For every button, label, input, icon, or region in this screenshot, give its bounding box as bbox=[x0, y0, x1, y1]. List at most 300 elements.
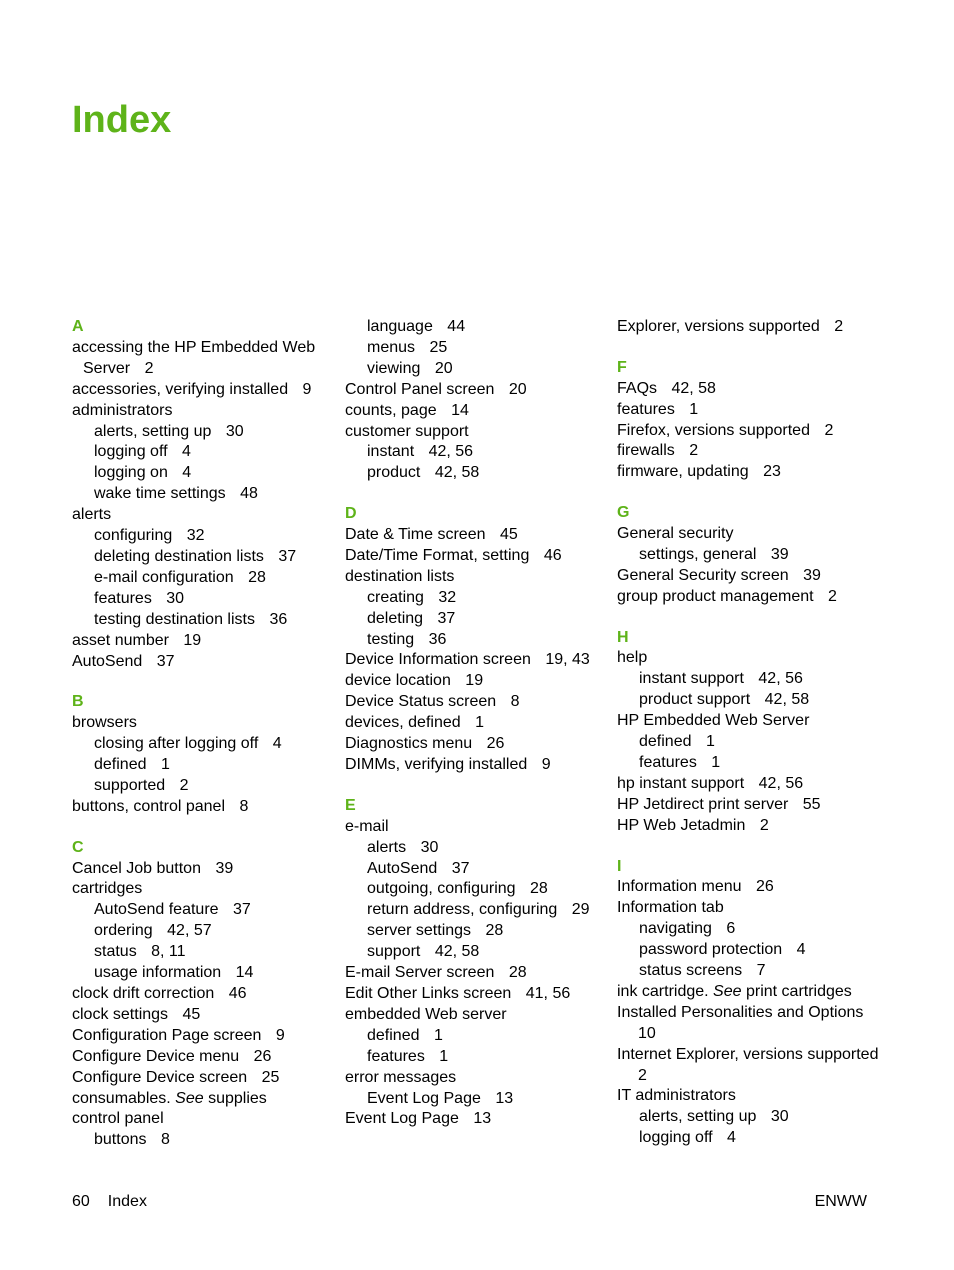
index-term: Cancel Job button bbox=[72, 859, 201, 877]
page-reference: 1 bbox=[705, 733, 715, 751]
index-entry bbox=[617, 524, 887, 545]
index-entry bbox=[345, 984, 607, 1005]
index-letter-heading: H bbox=[617, 628, 629, 646]
index-term: e-mail bbox=[345, 817, 389, 835]
page-reference: 39 bbox=[770, 545, 789, 563]
index-subentry bbox=[72, 589, 334, 610]
index-entry bbox=[72, 879, 334, 900]
page-reference: 14 bbox=[451, 401, 469, 419]
index-entry bbox=[345, 713, 607, 734]
page-reference: 1 bbox=[475, 714, 484, 732]
index-entry bbox=[72, 1026, 334, 1047]
index-subentry bbox=[72, 734, 334, 755]
index-entry bbox=[72, 984, 334, 1005]
index-term: configuring bbox=[94, 527, 173, 545]
page-reference: 2 bbox=[689, 442, 699, 460]
index-entry bbox=[72, 797, 334, 818]
index-subentry bbox=[345, 942, 607, 963]
page-reference: 4 bbox=[182, 443, 191, 461]
index-entry bbox=[345, 546, 607, 567]
page-reference: 37 bbox=[451, 859, 470, 877]
index-term: E-mail Server screen bbox=[345, 964, 495, 982]
index-subentry bbox=[72, 442, 334, 463]
index-term: deleting destination lists bbox=[94, 547, 264, 565]
index-subentry bbox=[72, 422, 334, 443]
index-column-1 bbox=[72, 317, 334, 1151]
index-term: Control Panel screen bbox=[345, 380, 495, 398]
index-entry bbox=[72, 338, 334, 380]
index-term: control panel bbox=[72, 1110, 164, 1128]
page-reference: 2 bbox=[638, 1066, 647, 1084]
index-entry bbox=[72, 505, 334, 526]
index-entry bbox=[72, 713, 334, 734]
index-subentry bbox=[345, 1089, 607, 1110]
index-term: testing bbox=[367, 630, 415, 648]
index-entry bbox=[617, 648, 887, 669]
index-term: customer support bbox=[345, 422, 469, 440]
footer-section: Index bbox=[107, 1193, 147, 1210]
index-subentry bbox=[345, 317, 607, 338]
index-subentry bbox=[72, 755, 334, 776]
index-subentry bbox=[72, 484, 334, 505]
index-subentry bbox=[345, 1026, 607, 1047]
index-term: deleting bbox=[367, 609, 424, 627]
index-term: ordering bbox=[94, 922, 153, 940]
index-term: FAQs bbox=[617, 379, 658, 397]
index-term: Information menu bbox=[617, 878, 742, 896]
page-reference: 41, 56 bbox=[525, 984, 571, 1002]
index-column-2 bbox=[345, 317, 607, 1130]
index-entry bbox=[72, 1089, 334, 1110]
index-term: Device Status screen bbox=[345, 693, 497, 711]
index-subentry bbox=[345, 921, 607, 942]
index-letter-heading: A bbox=[72, 318, 84, 335]
page-reference: 4 bbox=[182, 464, 192, 482]
index-entry bbox=[345, 525, 607, 546]
page-reference: 48 bbox=[240, 485, 258, 503]
page-reference: 20 bbox=[508, 380, 527, 398]
index-term: password protection bbox=[639, 941, 783, 959]
index-subentry bbox=[72, 963, 334, 984]
index-entry bbox=[617, 898, 887, 919]
page-title: Index bbox=[72, 99, 172, 141]
page-reference: 19 bbox=[183, 631, 202, 649]
index-subentry bbox=[617, 1128, 887, 1149]
index-term: firewalls bbox=[617, 442, 675, 460]
index-subentry bbox=[72, 526, 334, 547]
page-reference: 8, 11 bbox=[151, 943, 186, 961]
index-entry bbox=[345, 401, 607, 422]
index-term: Configuration Page screen bbox=[72, 1026, 262, 1044]
page-reference: 28 bbox=[485, 922, 504, 940]
index-subentry bbox=[72, 1130, 334, 1151]
index-subentry bbox=[617, 690, 887, 711]
index-entry bbox=[72, 652, 334, 673]
index-entry bbox=[617, 1086, 887, 1107]
page-reference: 1 bbox=[689, 400, 699, 418]
page-reference: 25 bbox=[261, 1068, 280, 1086]
page-reference: 10 bbox=[638, 1024, 656, 1042]
page-reference: 37 bbox=[278, 547, 297, 565]
index-subentry bbox=[617, 753, 887, 774]
index-term: logging on bbox=[94, 464, 168, 482]
page-reference: 13 bbox=[495, 1089, 514, 1107]
index-term: usage information bbox=[94, 964, 222, 982]
index-term: features bbox=[617, 400, 675, 418]
page-reference: 46 bbox=[228, 984, 247, 1002]
index-term: navigating bbox=[639, 920, 712, 938]
index-subentry bbox=[72, 942, 334, 963]
index-term: Event Log Page bbox=[367, 1089, 481, 1107]
see-reference-target: print cartridges bbox=[745, 982, 852, 1000]
page-reference: 1 bbox=[160, 756, 170, 774]
index-term: status screens bbox=[639, 962, 743, 980]
index-letter-heading: B bbox=[72, 693, 84, 711]
page-reference: 20 bbox=[434, 359, 453, 377]
page-reference: 42, 56 bbox=[758, 670, 803, 688]
page-reference: 42, 56 bbox=[758, 774, 804, 792]
index-column-3 bbox=[617, 317, 887, 1149]
index-subentry bbox=[345, 630, 607, 651]
index-entry bbox=[72, 1047, 334, 1068]
page-reference: 19, 43 bbox=[545, 651, 590, 669]
index-term: Edit Other Links screen bbox=[345, 984, 512, 1002]
page-reference: 42, 58 bbox=[434, 943, 480, 961]
page-reference: 25 bbox=[429, 338, 448, 356]
page-reference: 39 bbox=[215, 859, 234, 877]
page-reference: 2 bbox=[144, 359, 154, 377]
index-entry bbox=[345, 692, 607, 713]
page-reference: 2 bbox=[828, 587, 837, 605]
index-entry bbox=[617, 982, 887, 1003]
index-term: status bbox=[94, 943, 137, 961]
index-term: AutoSend bbox=[72, 652, 143, 670]
index-subentry bbox=[72, 568, 334, 589]
index-term: Diagnostics menu bbox=[345, 735, 473, 753]
page-reference: 2 bbox=[759, 816, 769, 834]
index-subentry bbox=[72, 921, 334, 942]
index-term: destination lists bbox=[345, 567, 455, 585]
index-term: support bbox=[367, 943, 421, 961]
index-subentry bbox=[345, 609, 607, 630]
see-reference-label: See bbox=[175, 1089, 204, 1107]
index-entry bbox=[72, 1109, 334, 1130]
index-entry bbox=[617, 317, 887, 338]
page-reference: 19 bbox=[465, 672, 484, 690]
page-reference: 46 bbox=[543, 546, 562, 564]
index-term: return address, configuring bbox=[367, 901, 558, 919]
index-term: administrators bbox=[72, 401, 173, 419]
footer-left bbox=[72, 1192, 147, 1212]
index-term: HP Embedded Web Server bbox=[617, 712, 810, 730]
index-subentry bbox=[72, 776, 334, 797]
index-subentry bbox=[345, 859, 607, 880]
index-term: alerts bbox=[72, 506, 112, 524]
index-term: Device Information screen bbox=[345, 651, 531, 669]
index-term: features bbox=[94, 589, 152, 607]
index-entry bbox=[345, 817, 607, 838]
index-term: viewing bbox=[367, 359, 421, 377]
page-reference: 14 bbox=[235, 964, 254, 982]
index-term: browsers bbox=[72, 714, 137, 732]
index-entry bbox=[345, 1068, 607, 1089]
index-entry bbox=[345, 1109, 607, 1130]
index-term: consumables. bbox=[72, 1089, 171, 1107]
index-term: alerts, setting up bbox=[94, 422, 212, 440]
index-term: hp instant support bbox=[617, 774, 745, 792]
index-term: AutoSend bbox=[367, 859, 438, 877]
index-subentry bbox=[72, 547, 334, 568]
index-term: clock drift correction bbox=[72, 984, 215, 1002]
index-term: cartridges bbox=[72, 880, 143, 898]
index-term: Date & Time screen bbox=[345, 526, 486, 544]
page-reference: 42, 58 bbox=[764, 691, 810, 709]
page-reference: 37 bbox=[437, 609, 456, 627]
index-entry bbox=[72, 1068, 334, 1089]
index-entry bbox=[617, 711, 887, 732]
see-reference-target: supplies bbox=[208, 1089, 267, 1107]
index-entry bbox=[617, 587, 887, 608]
page-reference: 45 bbox=[499, 526, 518, 544]
index-entry bbox=[345, 1005, 607, 1026]
index-letter-heading: G bbox=[617, 504, 630, 522]
page-reference: 29 bbox=[571, 901, 590, 919]
index-term: General Security screen bbox=[617, 566, 789, 584]
page-reference: 28 bbox=[248, 568, 266, 586]
page-reference: 8 bbox=[160, 1131, 170, 1149]
index-subentry bbox=[617, 732, 887, 753]
index-term: Installed Personalities and Options bbox=[617, 1003, 864, 1021]
index-term: defined bbox=[94, 756, 147, 774]
index-subentry bbox=[72, 610, 334, 631]
page-reference: 8 bbox=[239, 797, 249, 815]
index-term: buttons bbox=[94, 1131, 147, 1149]
see-reference-label: See bbox=[713, 982, 742, 1000]
index-term: Information tab bbox=[617, 899, 724, 917]
page-reference: 44 bbox=[447, 318, 466, 335]
index-entry bbox=[345, 755, 607, 776]
page-reference: 37 bbox=[233, 901, 251, 919]
index-term: menus bbox=[367, 338, 416, 356]
index-term: group product management bbox=[617, 587, 814, 605]
page-reference: 55 bbox=[802, 795, 821, 813]
page-reference: 36 bbox=[428, 630, 447, 648]
index-term: Event Log Page bbox=[345, 1110, 459, 1128]
index-term: HP Jetdirect print server bbox=[617, 795, 789, 813]
index-entry bbox=[345, 422, 607, 443]
index-term: counts, page bbox=[345, 401, 437, 419]
index-entry bbox=[72, 1005, 334, 1026]
index-term: product support bbox=[639, 691, 751, 709]
index-term: alerts, setting up bbox=[639, 1108, 757, 1126]
index-term: devices, defined bbox=[345, 714, 461, 732]
page-reference: 23 bbox=[763, 463, 781, 481]
page-reference: 2 bbox=[179, 776, 189, 794]
index-term: HP Web Jetadmin bbox=[617, 816, 746, 834]
index-term: logging off bbox=[639, 1129, 713, 1147]
index-term: buttons, control panel bbox=[72, 797, 225, 815]
index-term: AutoSend feature bbox=[94, 901, 219, 919]
index-entry bbox=[617, 1003, 887, 1045]
page-reference: 4 bbox=[272, 735, 282, 753]
page-reference: 37 bbox=[156, 652, 175, 670]
page-reference: 30 bbox=[225, 422, 244, 440]
index-term: features bbox=[639, 753, 697, 771]
index-letter-heading: I bbox=[617, 857, 622, 875]
index-term: testing destination lists bbox=[94, 610, 255, 628]
index-term: supported bbox=[94, 776, 166, 794]
page-reference: 2 bbox=[824, 421, 834, 439]
index-subentry bbox=[617, 545, 887, 566]
index-subentry bbox=[345, 338, 607, 359]
index-subentry bbox=[345, 588, 607, 609]
index-term: language bbox=[367, 318, 433, 335]
index-entry bbox=[617, 774, 887, 795]
index-subentry bbox=[345, 1047, 607, 1068]
index-entry bbox=[72, 380, 334, 401]
index-subentry bbox=[617, 669, 887, 690]
page-reference: 45 bbox=[182, 1005, 201, 1023]
index-subentry bbox=[617, 1107, 887, 1128]
index-letter-heading: D bbox=[345, 505, 357, 523]
page-reference: 42, 56 bbox=[428, 443, 474, 461]
page-reference: 26 bbox=[486, 735, 505, 753]
index-term: creating bbox=[367, 588, 424, 606]
index-letter-heading: E bbox=[345, 796, 356, 814]
index-term: wake time settings bbox=[94, 485, 226, 503]
index-subentry bbox=[345, 900, 607, 921]
index-entry bbox=[345, 380, 607, 401]
page-reference: 1 bbox=[711, 753, 721, 771]
index-subentry bbox=[345, 879, 607, 900]
index-entry bbox=[345, 963, 607, 984]
index-term: defined bbox=[367, 1026, 420, 1044]
index-subentry bbox=[345, 463, 607, 484]
index-letter-heading: F bbox=[617, 358, 627, 376]
page-reference: 1 bbox=[439, 1047, 449, 1065]
index-subentry bbox=[617, 919, 887, 940]
index-entry bbox=[617, 795, 887, 816]
index-term: alerts bbox=[367, 838, 407, 856]
page-reference: 4 bbox=[796, 941, 806, 959]
page-reference: 30 bbox=[770, 1108, 789, 1126]
index-entry bbox=[617, 816, 887, 837]
index-subentry bbox=[72, 900, 334, 921]
index-term: e-mail configuration bbox=[94, 568, 234, 586]
index-entry bbox=[617, 400, 887, 421]
index-entry bbox=[617, 566, 887, 587]
index-subentry bbox=[72, 463, 334, 484]
index-term: closing after logging off bbox=[94, 735, 259, 753]
index-term: instant support bbox=[639, 670, 744, 688]
index-term: instant bbox=[367, 443, 415, 461]
index-entry bbox=[617, 441, 887, 462]
index-subentry bbox=[617, 961, 887, 982]
page-reference: 28 bbox=[530, 880, 548, 898]
page-reference: 28 bbox=[508, 964, 527, 982]
page-number: 60 bbox=[72, 1193, 90, 1210]
page-reference: 1 bbox=[433, 1026, 443, 1044]
index-entry bbox=[617, 1045, 887, 1087]
page-reference: 13 bbox=[473, 1110, 492, 1128]
page-reference: 8 bbox=[510, 693, 520, 711]
index-term: IT administrators bbox=[617, 1087, 736, 1105]
index-term: General security bbox=[617, 525, 734, 543]
page-reference: 4 bbox=[727, 1129, 736, 1147]
index-term: device location bbox=[345, 672, 451, 690]
index-term: features bbox=[367, 1047, 425, 1065]
page-reference: 42, 58 bbox=[434, 464, 480, 482]
index-term: Configure Device menu bbox=[72, 1047, 240, 1065]
index-term: Internet Explorer, versions supported bbox=[617, 1045, 879, 1063]
index-entry bbox=[617, 421, 887, 442]
index-entry bbox=[345, 650, 607, 671]
page-reference: 42, 58 bbox=[671, 379, 716, 397]
index-entry bbox=[72, 859, 334, 880]
index-subentry bbox=[345, 442, 607, 463]
index-term: settings, general bbox=[639, 545, 757, 563]
index-entry bbox=[617, 462, 887, 483]
index-term: asset number bbox=[72, 631, 169, 649]
index-term: DIMMs, verifying installed bbox=[345, 756, 528, 774]
page-reference: 32 bbox=[186, 527, 205, 545]
index-term: Configure Device screen bbox=[72, 1068, 248, 1086]
index-term: product bbox=[367, 464, 421, 482]
page-reference: 30 bbox=[166, 589, 185, 607]
index-entry bbox=[345, 567, 607, 588]
index-entry bbox=[345, 671, 607, 692]
index-term: defined bbox=[639, 733, 692, 751]
index-term: help bbox=[617, 649, 648, 667]
index-term: error messages bbox=[345, 1068, 457, 1086]
page-reference: 26 bbox=[755, 878, 774, 896]
page-reference: 9 bbox=[275, 1026, 285, 1044]
index-subentry bbox=[617, 940, 887, 961]
index-term: Firefox, versions supported bbox=[617, 421, 810, 439]
index-term: Date/Time Format, setting bbox=[345, 546, 530, 564]
index-term: accessories, verifying installed bbox=[72, 380, 289, 398]
index-term: accessing the HP Embedded Web Server bbox=[72, 338, 316, 377]
index-term: Explorer, versions supported bbox=[617, 318, 820, 335]
index-entry bbox=[617, 877, 887, 898]
page-reference: 36 bbox=[269, 610, 288, 628]
index-term: logging off bbox=[94, 443, 168, 461]
page-reference: 9 bbox=[541, 756, 551, 774]
page-reference: 9 bbox=[302, 380, 312, 398]
index-entry bbox=[72, 631, 334, 652]
index-subentry bbox=[345, 359, 607, 380]
footer-right: ENWW bbox=[814, 1193, 867, 1210]
index-entry bbox=[72, 401, 334, 422]
page-reference: 7 bbox=[756, 962, 766, 980]
page-reference: 26 bbox=[253, 1047, 272, 1065]
index-term: firmware, updating bbox=[617, 463, 749, 481]
page-reference: 42, 57 bbox=[167, 922, 212, 940]
page-reference: 32 bbox=[438, 588, 457, 606]
page-reference: 6 bbox=[726, 920, 736, 938]
index-term: ink cartridge. bbox=[617, 982, 709, 1000]
index-entry bbox=[617, 379, 887, 400]
page-reference: 30 bbox=[420, 838, 439, 856]
page-reference: 39 bbox=[803, 566, 821, 584]
index-term: outgoing, configuring bbox=[367, 880, 516, 898]
index-subentry bbox=[345, 838, 607, 859]
page-reference: 2 bbox=[834, 318, 844, 335]
index-entry bbox=[345, 734, 607, 755]
index-term: embedded Web server bbox=[345, 1005, 507, 1023]
index-term: server settings bbox=[367, 922, 472, 940]
index-term: clock settings bbox=[72, 1005, 169, 1023]
